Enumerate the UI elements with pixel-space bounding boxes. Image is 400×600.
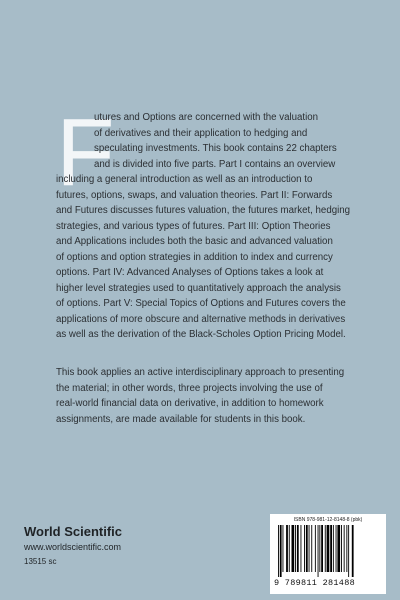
publisher-block <box>24 524 122 566</box>
paragraph-line: This book applies an active interdisciplinary approach to presenting <box>56 367 345 378</box>
isbn-digits: 9 789811 281488 <box>274 578 356 588</box>
paragraph-line: strategies, and various types of futures. Part III: Option Theories <box>56 220 331 232</box>
barcode-image <box>276 525 380 577</box>
paragraph-line: the material; in other words, three projects involving the use of <box>56 382 323 394</box>
paragraph-line: speculating investments. This book contains 22 chapters <box>94 143 337 154</box>
product-code: 13515 sc <box>24 557 57 566</box>
paragraph-line: real-world financial data on derivative, in addition to homework <box>56 398 324 409</box>
paragraph-line: options. Part IV: Advanced Analyses of Options takes a look at <box>56 267 324 278</box>
paragraph-line: of options and option strategies in addition to index and currency <box>56 251 333 263</box>
paragraph-line: utures and Options are concerned with the valuation <box>94 112 319 123</box>
paragraph-line: including a general introduction as well as an introduction to <box>56 174 313 185</box>
paragraph-line: futures, options, swaps, and valuation theories. Part II: Forwards <box>56 189 333 201</box>
barcode-box <box>270 514 386 594</box>
paragraph-line: as well as the derivation of the Black-Scholes Option Pricing Model. <box>56 329 346 340</box>
description-paragraph-1 <box>56 110 351 343</box>
description-paragraph-2 <box>56 365 346 427</box>
paragraph-line: assignments, are made available for students in this book. <box>56 413 306 425</box>
paragraph-line: of options. Part V: Special Topics of Options and Futures covers the <box>56 298 346 309</box>
paragraph-line: and is divided into five parts. Part I contains an overview <box>94 158 336 170</box>
isbn-label: ISBN 978-981-12-8148-8 (pbk) <box>293 517 363 523</box>
paragraph-line: and Futures discusses futures valuation, the futures market, hedging <box>56 205 351 216</box>
publisher-name: World Scientific <box>24 524 122 539</box>
paragraph-line: of derivatives and their application to hedging and <box>94 127 308 139</box>
paragraph-line: higher level strategies used to quantitatively approach the analysis <box>56 282 341 294</box>
paragraph-line: applications of more obscure and alternative methods in derivatives <box>56 313 346 325</box>
publisher-url[interactable]: www.worldscientific.com <box>24 542 122 552</box>
drop-cap-letter: F <box>56 99 115 206</box>
paragraph-line: and Applications includes both the basic and advanced valuation <box>56 236 333 247</box>
